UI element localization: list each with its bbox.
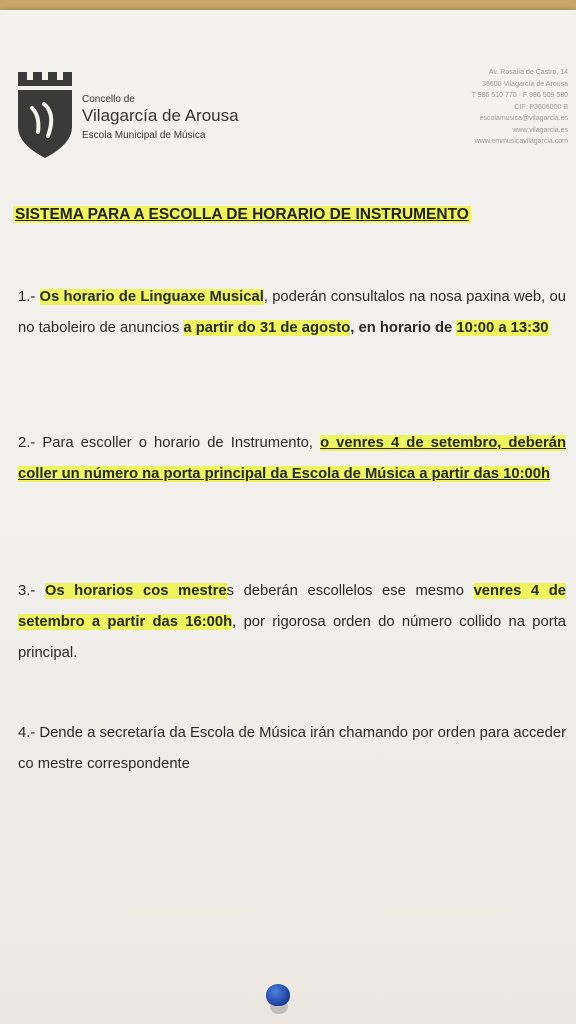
contact-web: www.vilagarcia.es <box>512 126 568 134</box>
contact-cif: CIF: P3606000 B <box>514 103 568 111</box>
org-school: Escola Municipal de Música <box>82 130 206 141</box>
item-2-highlight: o venres 4 de setembro, deberán coller un número na porta principal da Escola de Música a partir das 10:00h <box>18 435 566 482</box>
item-3-date: venres 4 de setembro a partir das 16:00h <box>18 583 566 630</box>
item-3 <box>18 576 566 669</box>
municipal-shield-logo <box>18 72 72 158</box>
notice-paper <box>0 10 576 1024</box>
item-4 <box>18 718 566 780</box>
item-3-number: 3.- <box>18 583 45 599</box>
item-1-subject: Os horario de Linguaxe Musical <box>39 289 264 305</box>
item-3-text: s deberán escollelos ese mesmo <box>226 583 474 599</box>
contact-web-music: www.emmusicavilagarcia.com <box>474 138 568 145</box>
item-1-text-2: , en horario de <box>350 320 457 336</box>
item-1-hours: 10:00 a 13:30 <box>456 320 549 336</box>
item-3-subject: Os horarios cos mestre <box>44 583 227 599</box>
org-name: Vilagarcía de Arousa <box>82 106 239 125</box>
item-3-text-2: , por rigorosa orden do número collido na porta principal. <box>18 614 566 661</box>
item-1-date: a partir do 31 de agosto <box>183 320 351 336</box>
item-2-text: 2.- Para escoller o horario de Instrumento, <box>18 435 321 451</box>
page-title <box>13 206 471 224</box>
contact-phone: T 986 510 770 · F 986 509 580 <box>471 92 568 99</box>
item-1-number: 1.- <box>18 289 40 305</box>
contact-block <box>472 67 568 148</box>
push-pin-icon <box>266 984 290 1006</box>
item-4-text: 4.- Dende a secretaría da Escola de Música irán chamando por orden para acceder co mestre correspondente <box>18 725 566 772</box>
contact-email: escolamusica@vilagarcia.es <box>479 115 568 122</box>
contact-address: Av. Rosalía de Castro, 14 <box>488 69 568 76</box>
item-1 <box>18 282 566 344</box>
org-prefix: Concello de <box>82 94 135 105</box>
contact-postal: 36600 Vilagarcía de Arousa <box>482 80 568 88</box>
item-2 <box>18 428 566 490</box>
page-title-text: SISTEMA PARA A ESCOLLA DE HORARIO DE INSTRUMENTO <box>15 206 469 223</box>
item-1-text: , poderán consultalos na nosa paxina web, ou no taboleiro de anuncios <box>18 289 566 336</box>
